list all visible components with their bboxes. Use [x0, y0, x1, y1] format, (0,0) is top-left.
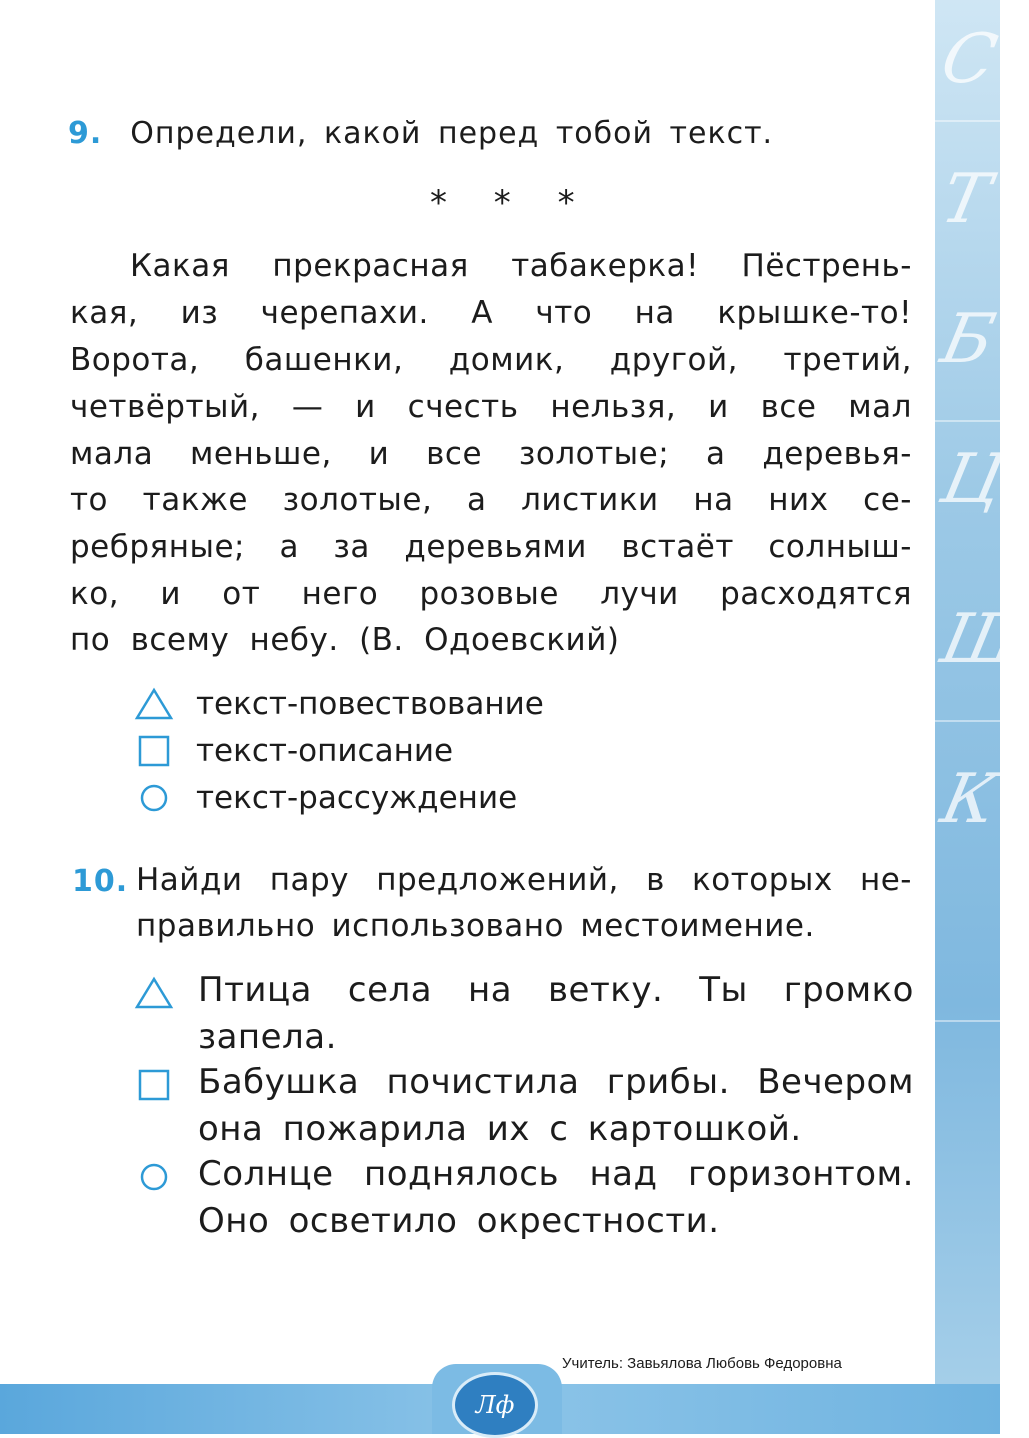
- task-10-question-line: Найди пару предложений, в которых не-: [136, 862, 912, 898]
- passage-line: ребряные; а за деревьями встаёт солныш-: [70, 529, 912, 565]
- option-line: запела.: [198, 1017, 337, 1057]
- passage-line: ко, и от него розовые лучи расходятся: [70, 576, 912, 612]
- passage-line: по всему небу. (В. Одоевский): [70, 622, 620, 658]
- option-line: Солнце поднялось над горизонтом.: [198, 1154, 914, 1194]
- circle-icon: [134, 781, 174, 815]
- task-9-option-reasoning[interactable]: [134, 780, 517, 816]
- section-stars: * * *: [430, 183, 593, 223]
- teacher-credit: Учитель: Завьялова Любовь Федоровна: [562, 1355, 842, 1372]
- passage-line: Ворота, башенки, домик, другой, третий,: [70, 342, 912, 378]
- passage-line: мала меньше, и все золотые; а деревья-: [70, 436, 912, 472]
- task-9-number: 9.: [68, 116, 103, 151]
- publisher-logo: [452, 1372, 538, 1438]
- circle-icon: [134, 1160, 174, 1194]
- task-9-option-narrative[interactable]: [134, 686, 544, 722]
- task-9-heading: [68, 116, 773, 151]
- square-icon: [134, 734, 174, 768]
- triangle-icon: [134, 687, 174, 721]
- task-10-number: 10.: [72, 864, 129, 899]
- passage-line: то также золотые, а листики на них се-: [70, 482, 912, 518]
- option-label: текст-повествование: [196, 686, 544, 722]
- passage-line: четвёртый, — и счесть нельзя, и все мал: [70, 389, 912, 425]
- option-line: она пожарила их с картошкой.: [198, 1109, 802, 1149]
- task-9-question: Определи, какой перед тобой текст.: [130, 116, 774, 151]
- option-label: текст-описание: [196, 733, 454, 769]
- logo-text: Лф: [475, 1391, 515, 1419]
- task-10-question-line: правильно использовано местоимение.: [136, 908, 815, 944]
- triangle-icon: [134, 976, 174, 1010]
- option-line: Бабушка почистила грибы. Вечером: [198, 1062, 914, 1102]
- task-9-option-description[interactable]: [134, 733, 453, 769]
- option-label: текст-рассуждение: [196, 780, 518, 816]
- option-line: Птица села на ветку. Ты громко: [198, 970, 914, 1010]
- square-icon: [134, 1068, 174, 1102]
- option-line: Оно осветило окрестности.: [198, 1201, 720, 1241]
- task-10-heading: [72, 864, 128, 899]
- passage-line: Какая прекрасная табакерка! Пёстрень-: [130, 248, 912, 284]
- passage-line: кая, из черепахи. А что на крышке-то!: [70, 295, 912, 331]
- decorative-side-strip: С Т Б Ц Ш К: [935, 0, 1000, 1434]
